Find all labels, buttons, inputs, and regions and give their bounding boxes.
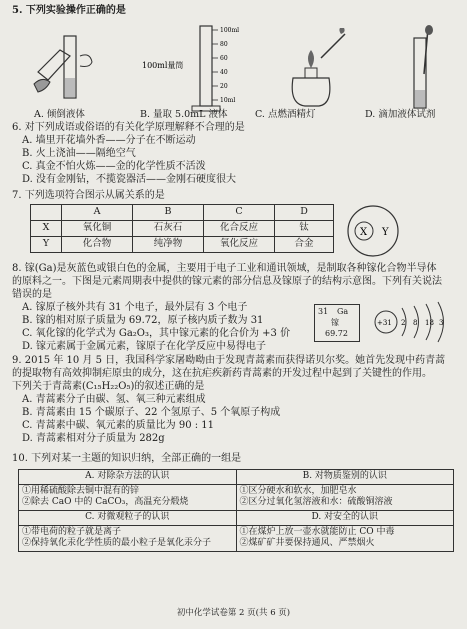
list-item: ①区分硬水和软水，加肥皂水 — [239, 485, 357, 496]
q9-option-d: D. 青蒿素相对分子质量为 282g — [22, 433, 165, 444]
q10-b-items — [236, 484, 454, 510]
list-item: ②煤矿矿井要保持通风、严禁烟火 — [239, 538, 375, 549]
pouring-liquid-figure — [30, 26, 100, 108]
table-row — [19, 470, 454, 485]
table-cell: 石灰石 — [133, 221, 204, 237]
question-10 — [12, 452, 458, 465]
question-7 — [12, 189, 458, 202]
question-10-stem: 10. 下列对某一主题的知识归纳，全部正确的一组是 — [12, 453, 242, 464]
shell-count: 3 — [439, 319, 444, 327]
dropper-figure — [388, 24, 458, 114]
q10-table — [18, 469, 454, 552]
table-cell: D — [275, 205, 334, 221]
question-9-stem-1: 9. 2015 年 10 月 5 日，我国科学家屠呦呦由于发现青蒿素而获得诺贝尔奖。她首先发现中药青蒿 — [12, 355, 446, 366]
q10-a-items — [19, 484, 237, 510]
tick-label: 20 — [220, 83, 228, 90]
table-cell: 氧化反应 — [204, 237, 275, 253]
venn-label-y: Y — [382, 227, 389, 238]
table-cell: 氧化铜 — [62, 221, 133, 237]
list-item: ①带电荷的粒子就是离子 — [22, 526, 122, 537]
table-cell — [31, 205, 62, 221]
q5-option-c: C. 点燃酒精灯 — [255, 109, 316, 120]
table-row — [31, 221, 334, 237]
tick-label: 10ml — [220, 97, 236, 104]
q5-option-b: B. 量取 5.0mL 液体 — [140, 109, 228, 120]
table-row — [19, 511, 454, 526]
table-row — [31, 205, 334, 221]
question-8-stem-1: 8. 镓(Ga)是灰蓝色或银白色的金属，主要用于电子工业和通讯领域，是制取各种镓化合物半导体 — [12, 263, 437, 274]
table-cell: 钛 — [275, 221, 334, 237]
venn-diagram — [340, 204, 406, 258]
list-item: ①在煤炉上放一壶水就能防止 CO 中毒 — [239, 526, 395, 537]
q6-option-d: D. 没有金刚钻，不揽瓷器活——金刚石硬度很大 — [22, 174, 237, 185]
table-row — [31, 237, 334, 253]
q10-b-title: B. 对物质鉴别的认识 — [236, 470, 454, 485]
table-cell: Y — [31, 237, 62, 253]
q10-c-items — [19, 525, 237, 551]
question-9-stem-3: 下列关于青蒿素(C₁₅H₂₂O₅)的叙述正确的是 — [12, 381, 205, 392]
q5-option-a: A. 倾倒液体 — [34, 109, 85, 120]
question-9-stem-2: 的提取物有高效抑制疟原虫的成分，这在抗疟疾新药青蒿素的开发过程中起到了关键性的作用。 — [12, 368, 432, 379]
element-symbol: Ga — [337, 307, 349, 316]
q8-option-c: C. 氧化镓的化学式为 Ga₂O₃，其中镓元素的化合价为 +3 价 — [22, 328, 291, 339]
shell-count: 2 — [401, 319, 406, 327]
question-6 — [12, 121, 458, 186]
q8-option-b: B. 镓的相对原子质量为 69.72，原子核内质子数为 31 — [22, 315, 264, 326]
shell-count: 18 — [425, 319, 434, 327]
list-item: ②保持氧化汞化学性质的最小粒子是氧化汞分子 — [22, 538, 212, 549]
element-name: 镓 — [331, 318, 339, 327]
q6-option-b: B. 火上浇油——隔绝空气 — [22, 148, 136, 159]
periodic-table-cell — [314, 304, 360, 342]
atomic-mass: 69.72 — [325, 329, 348, 338]
q9-option-c: C. 青蒿素中碳、氧元素的质量比为 90 : 11 — [22, 420, 215, 431]
q6-option-c: C. 真金不怕火炼——金的化学性质不活泼 — [22, 161, 206, 172]
table-cell: B — [133, 205, 204, 221]
tick-label: 40 — [220, 69, 228, 76]
table-cell: 合金 — [275, 237, 334, 253]
venn-label-x: X — [360, 227, 368, 238]
table-cell: C — [204, 205, 275, 221]
shell-count: 8 — [413, 319, 418, 327]
atomic-number: 31 — [318, 307, 329, 316]
question-8-stem-2: 的原料之一。下图是元素周期表中提供的镓元素的部分信息及镓原子的结构示意图。下列有关说法 — [12, 276, 442, 287]
list-item: ②区分过氧化氢溶液和水：硫酸铜溶液 — [239, 497, 393, 508]
tick-label: 60 — [220, 55, 228, 62]
q10-d-title: D. 对安全的认识 — [236, 511, 454, 526]
q10-c-title: C. 对微观粒子的认识 — [19, 511, 237, 526]
table-cell: 化合物 — [62, 237, 133, 253]
question-8-stem-3: 错误的是 — [12, 289, 52, 300]
atomic-structure-diagram — [372, 300, 458, 344]
q5-option-d: D. 滴加液体试剂 — [365, 109, 436, 120]
q9-option-b: B. 青蒿素由 15 个碳原子、22 个氢原子、5 个氧原子构成 — [22, 407, 281, 418]
tick-label: 100ml — [220, 27, 240, 34]
q10-d-items — [236, 525, 454, 551]
table-row — [19, 484, 454, 510]
list-item: ①用稀硫酸除去铜中混有的锌 — [22, 485, 140, 496]
q5-figures — [30, 20, 460, 115]
table-cell: A — [62, 205, 133, 221]
table-row — [19, 525, 454, 551]
q10-a-title: A. 对除杂方法的认识 — [19, 470, 237, 485]
q6-option-a: A. 墙里开花墙外香——分子在不断运动 — [22, 135, 196, 146]
list-item: ②除去 CaO 中的 CaCO₃，高温充分煅烧 — [22, 497, 189, 508]
page-footer: 初中化学试卷第 2 页(共 6 页) — [176, 608, 291, 618]
q9-option-a: A. 青蒿素分子由碳、氢、氧三种元素组成 — [22, 394, 206, 405]
nucleus-charge: +31 — [377, 319, 392, 327]
table-cell: X — [31, 221, 62, 237]
question-6-stem: 6. 对下列成语或俗语的有关化学原理解释不合理的是 — [12, 122, 245, 133]
table-cell: 化合反应 — [204, 221, 275, 237]
question-5-stem: 5. 下列实验操作正确的是 — [12, 5, 126, 16]
question-9 — [12, 354, 458, 445]
cylinder-label: 100ml量筒 — [142, 61, 184, 70]
graduated-cylinder-figure — [140, 20, 250, 115]
q8-option-d: D. 镓元素属于金属元素，镓原子在化学反应中易得电子 — [22, 341, 267, 352]
alcohol-lamp-figure — [275, 28, 355, 113]
q7-table — [30, 204, 334, 253]
tick-label: 80 — [220, 41, 228, 48]
q8-option-a: A. 镓原子核外共有 31 个电子，最外层有 3 个电子 — [22, 302, 248, 313]
question-5 — [12, 4, 458, 17]
table-cell: 纯净物 — [133, 237, 204, 253]
question-7-stem: 7. 下列选项符合图示从属关系的是 — [12, 190, 165, 201]
